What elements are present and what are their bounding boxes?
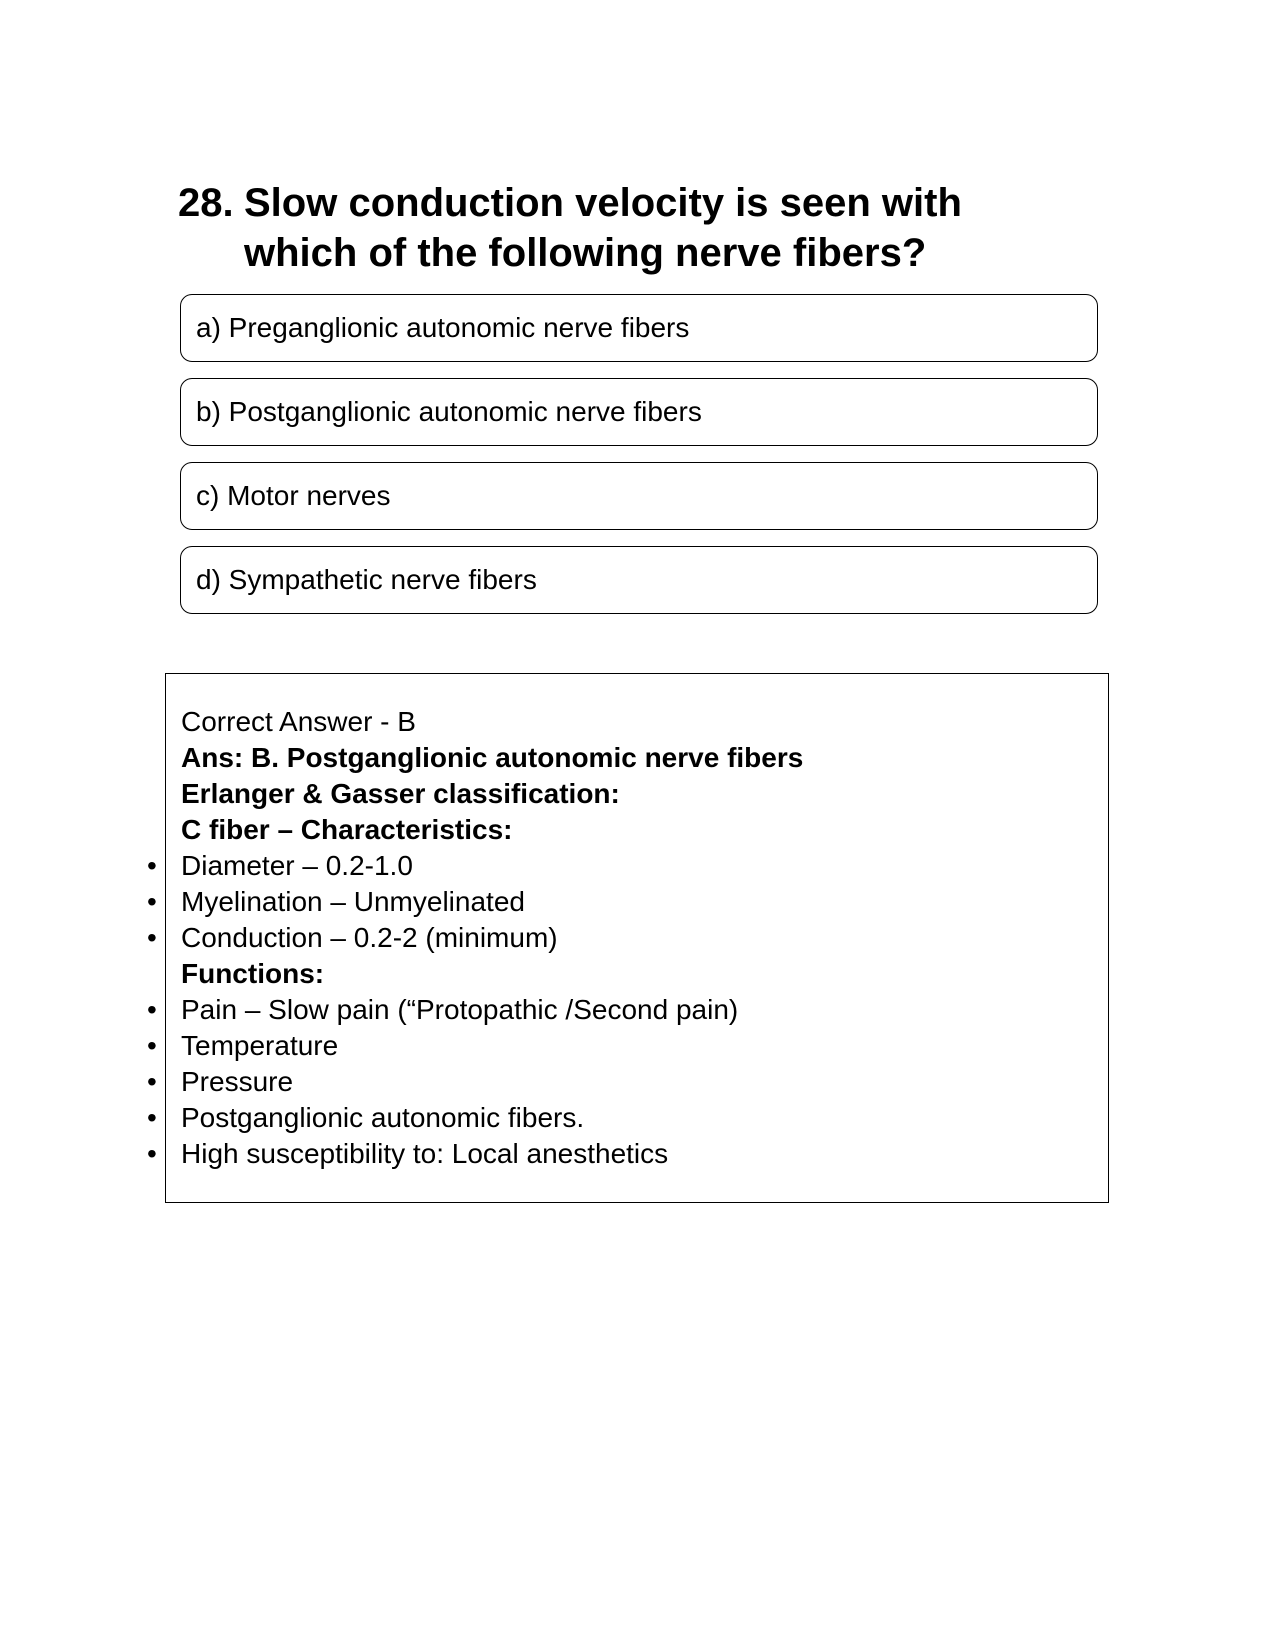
characteristic-item: • Diameter – 0.2-1.0	[181, 848, 803, 884]
function-item: • Pain – Slow pain (“Protopathic /Second pain)	[181, 992, 803, 1028]
characteristic-item: • Myelination – Unmyelinated	[181, 884, 803, 920]
function-item: • Postganglionic autonomic fibers.	[181, 1100, 803, 1136]
classification-heading: Erlanger & Gasser classification:	[181, 778, 620, 809]
characteristic-item: • Conduction – 0.2-2 (minimum)	[181, 920, 803, 956]
characteristics-heading: C fiber – Characteristics:	[181, 814, 513, 845]
option-a[interactable]: a) Preganglionic autonomic nerve fibers	[180, 294, 1098, 362]
answer-explanation-box	[165, 673, 1109, 1203]
option-b[interactable]: b) Postganglionic autonomic nerve fibers	[180, 378, 1098, 446]
answer-options	[180, 294, 1098, 630]
correct-answer-line: Correct Answer - B	[181, 706, 416, 737]
question-heading	[178, 178, 1078, 278]
answer-statement: Ans: B. Postganglionic autonomic nerve fibers	[181, 742, 804, 773]
option-d[interactable]: d) Sympathetic nerve fibers	[180, 546, 1098, 614]
function-item: • Pressure	[181, 1064, 803, 1100]
question-text: Slow conduction velocity is seen with which of the following nerve fibers?	[244, 181, 962, 275]
function-item: • High susceptibility to: Local anesthetics	[181, 1136, 803, 1172]
functions-heading: Functions:	[181, 958, 325, 989]
answer-explanation-content	[181, 704, 803, 1172]
question-number: 28.	[178, 181, 234, 225]
option-c[interactable]: c) Motor nerves	[180, 462, 1098, 530]
function-item: • Temperature	[181, 1028, 803, 1064]
